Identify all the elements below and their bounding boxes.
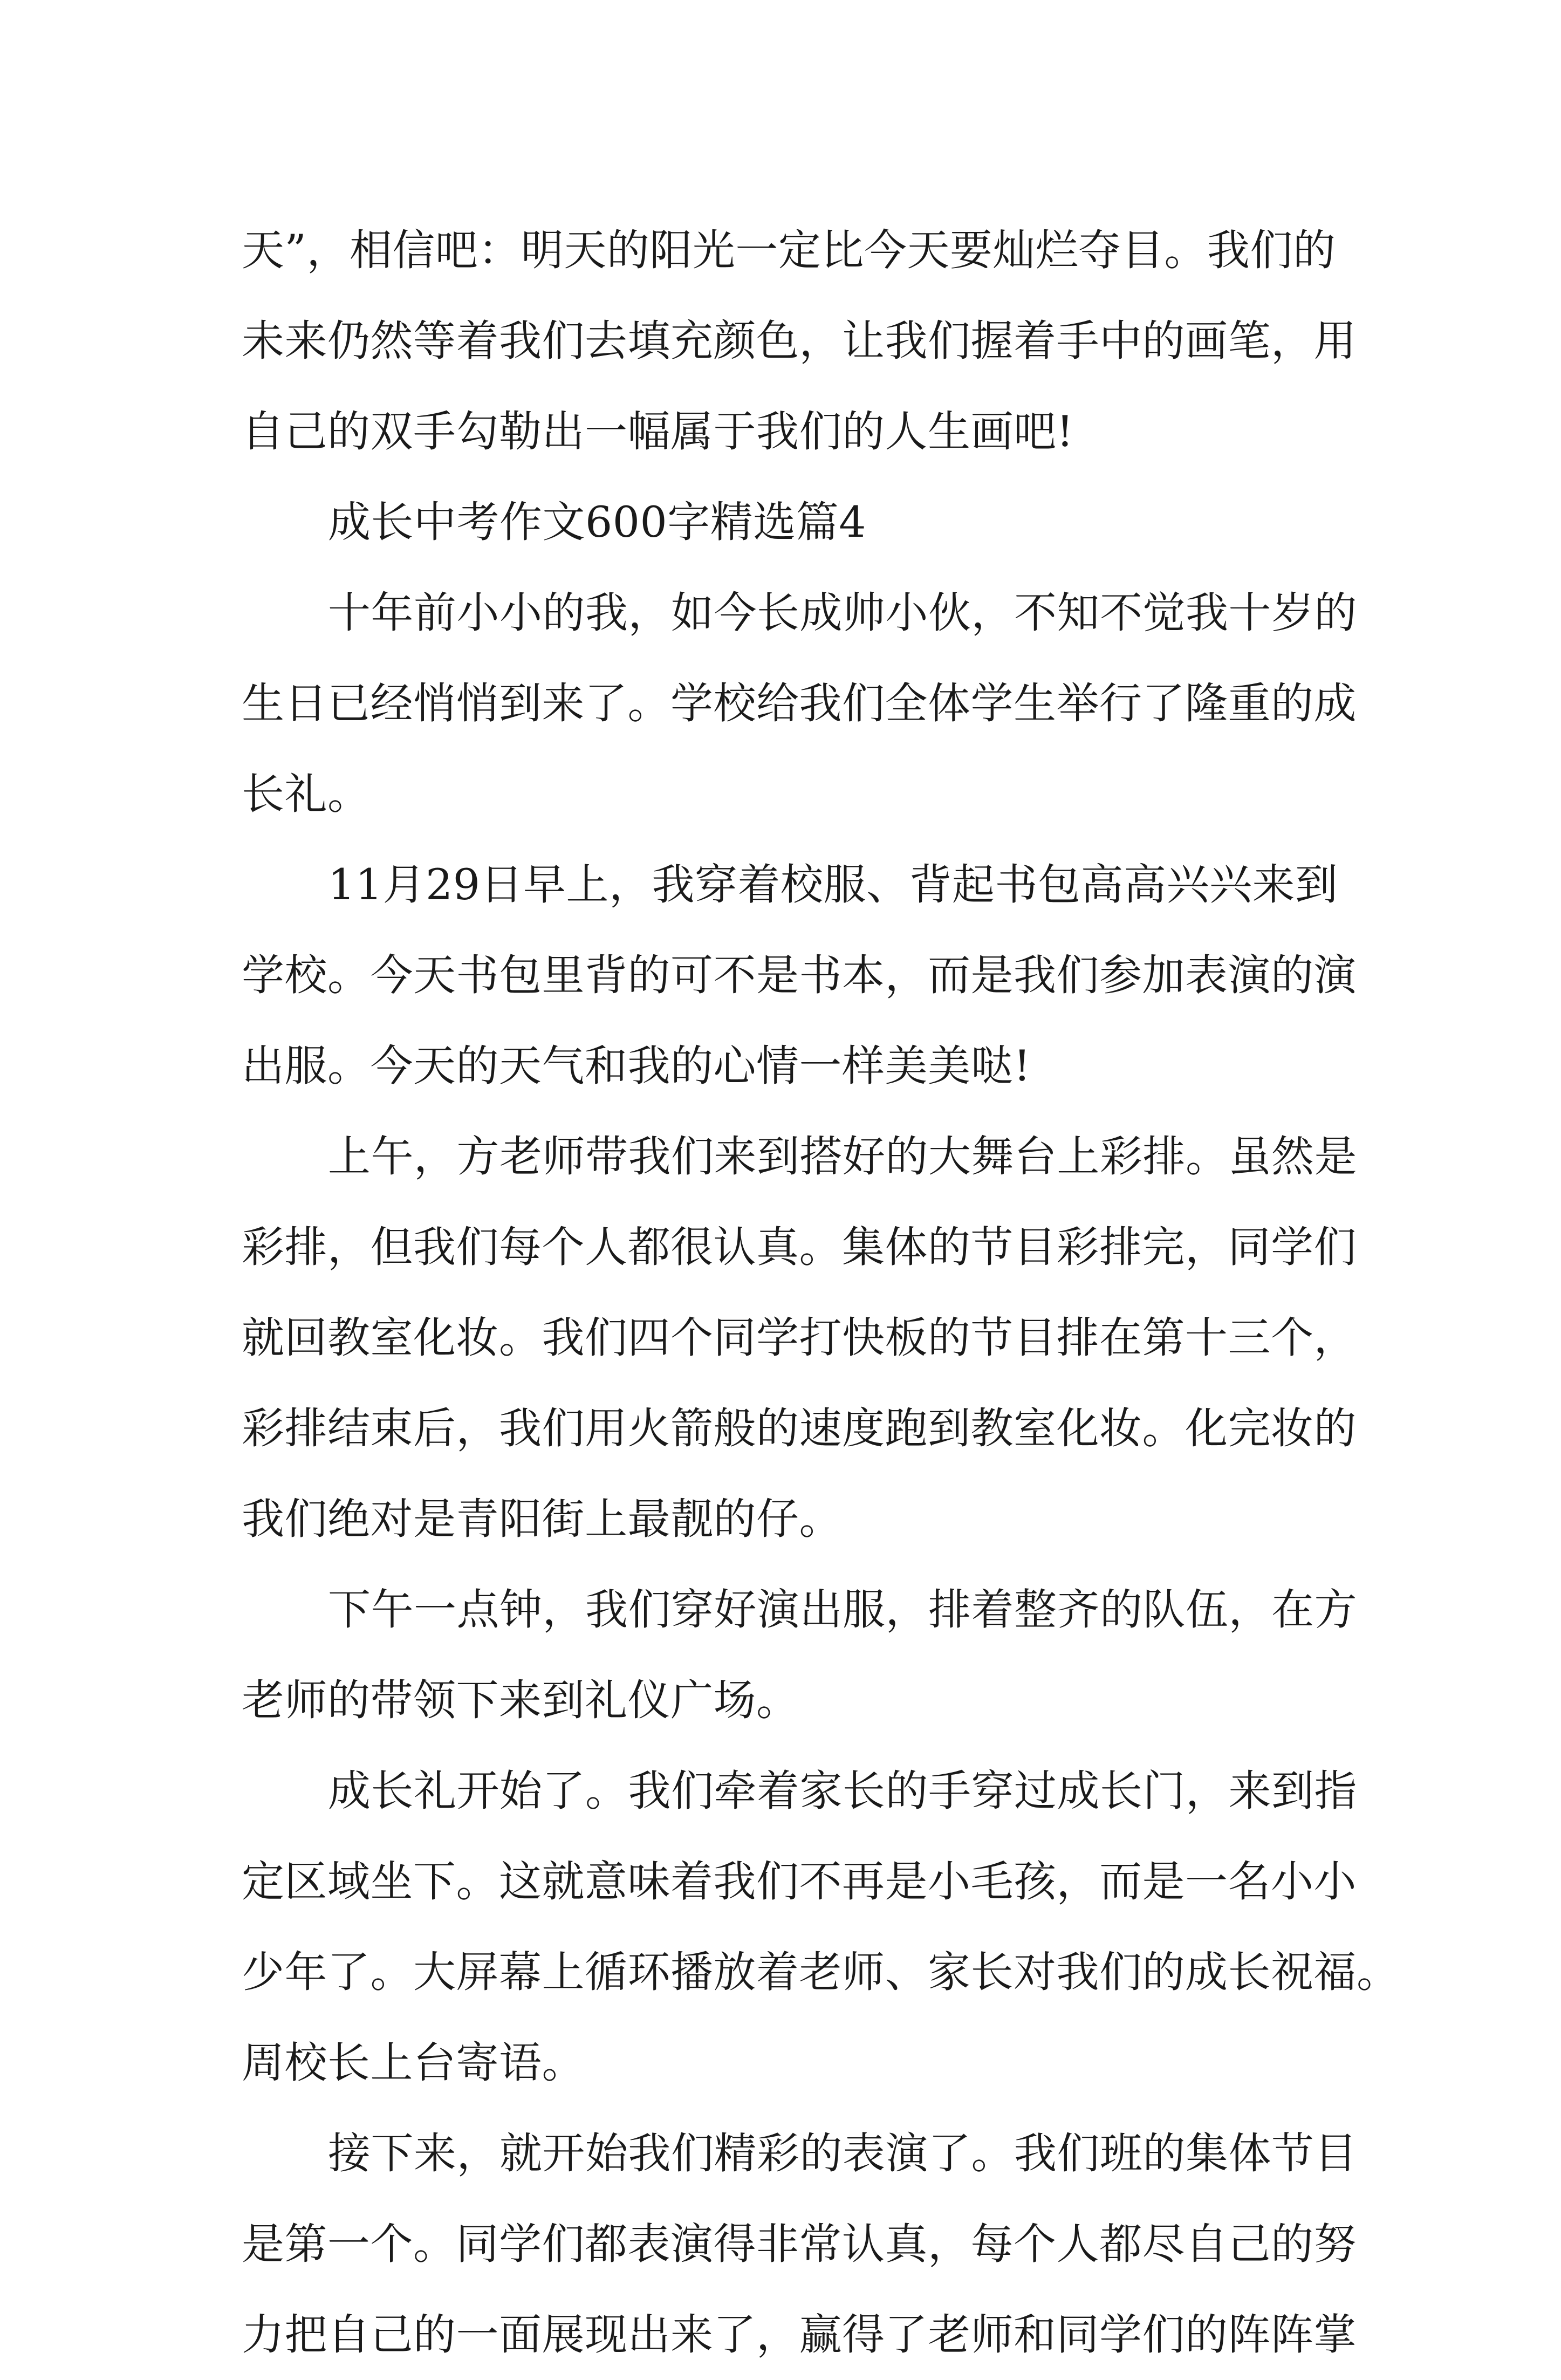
text-line: 彩排，但我们每个人都很认真。集体的节目彩排完，同学们 (242, 1222, 1357, 1272)
text-line: 11月29日早上，我穿着校服、背起书包高高兴兴来到 (328, 860, 1338, 909)
section-heading: 成长中考作文600字精选篇4 (328, 497, 867, 547)
text-line: 少年了。大屏幕上循环播放着老师、家长对我们的成长祝福。 (242, 1947, 1400, 1997)
text-line: 十年前小小的我，如今长成帅小伙，不知不觉我十岁的 (328, 588, 1357, 638)
text-line: 我们绝对是青阳街上最靓的仔。 (242, 1494, 842, 1544)
essay-text-body (242, 205, 1400, 2380)
text-line: 生日已经悄悄到来了。学校给我们全体学生举行了隆重的成 (242, 679, 1357, 728)
text-line: 定区域坐下。这就意味着我们不再是小毛孩，而是一名小小 (242, 1857, 1357, 1906)
text-line: 学校。今天书包里背的可不是书本，而是我们参加表演的演 (242, 950, 1357, 1000)
text-line: 下午一点钟，我们穿好演出服，排着整齐的队伍，在方 (328, 1585, 1357, 1634)
text-line: 上午，方老师带我们来到搭好的大舞台上彩排。虽然是 (328, 1132, 1357, 1181)
text-line: 老师的带领下来到礼仪广场。 (242, 1675, 799, 1725)
text-line: 成长礼开始了。我们牵着家长的手穿过成长门，来到指 (328, 1766, 1357, 1816)
text-line: 就回教室化妆。我们四个同学打快板的节目排在第十三个， (242, 1313, 1357, 1363)
text-line: 接下来，就开始我们精彩的表演了。我们班的集体节目 (328, 2129, 1357, 2178)
text-line: 彩排结束后，我们用火箭般的速度跑到教室化妆。化完妆的 (242, 1404, 1357, 1453)
text-line: 天”，相信吧：明天的阳光一定比今天要灿烂夺目。我们的 (242, 225, 1336, 275)
text-line: 力把自己的一面展现出来了，赢得了老师和同学们的阵阵掌 (242, 2310, 1357, 2360)
text-line: 长礼。 (242, 769, 371, 819)
text-line: 是第一个。同学们都表演得非常认真，每个人都尽自己的努 (242, 2219, 1357, 2269)
text-line: 自己的双手勾勒出一幅属于我们的人生画吧! (242, 407, 1074, 456)
text-line: 出服。今天的天气和我的心情一样美美哒! (242, 1041, 1031, 1091)
text-line: 周校长上台寄语。 (242, 2038, 585, 2088)
text-line: 未来仍然等着我们去填充颜色，让我们握着手中的画笔，用 (242, 316, 1357, 366)
